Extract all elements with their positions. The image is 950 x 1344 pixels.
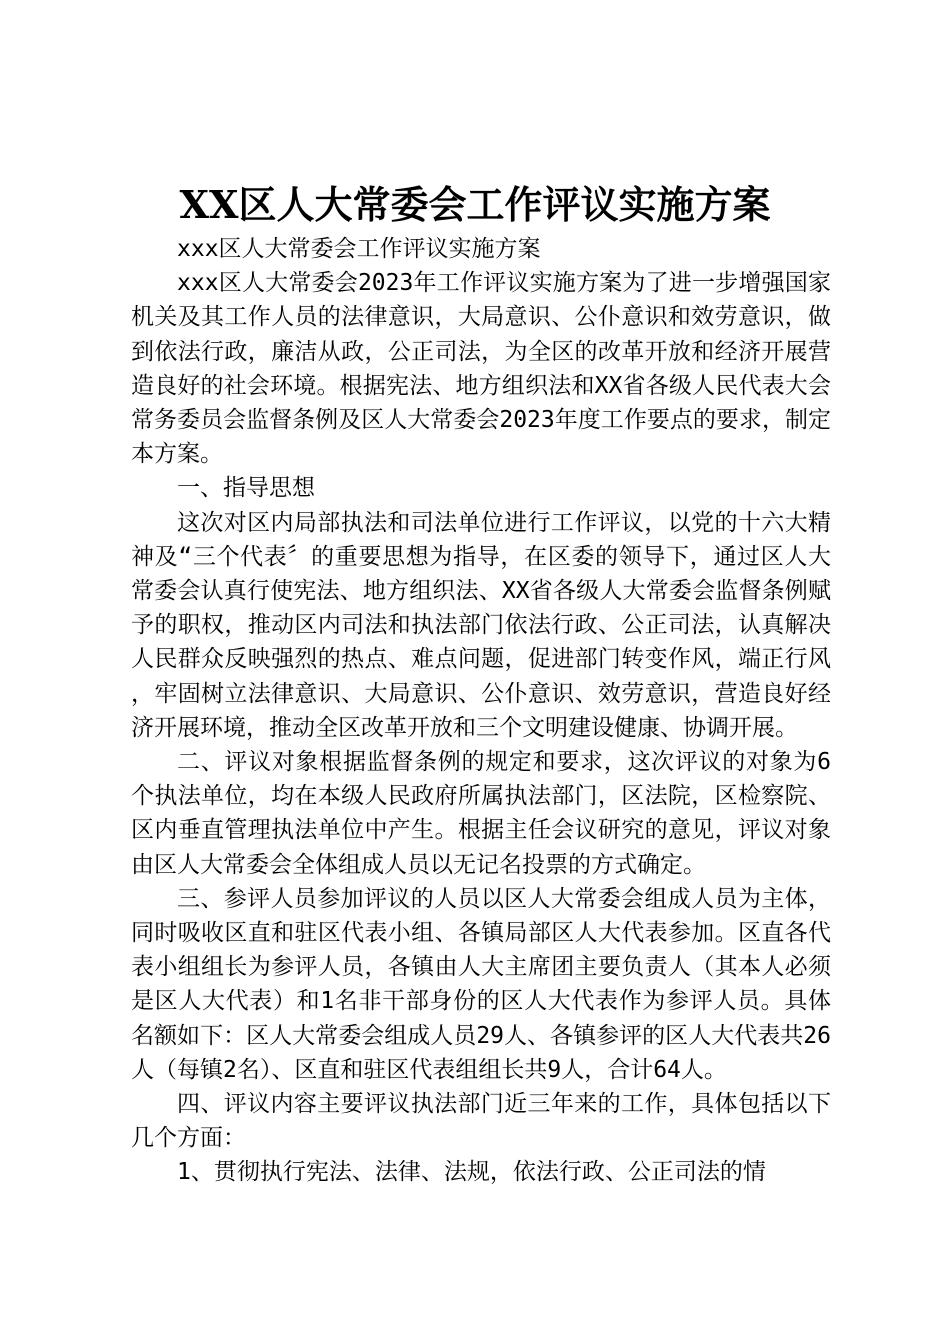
paragraph-participants: 三、参评人员参加评议的人员以区人大常委会组成人员为主体，同时吸收区直和驻区代表小组、各镇局部区人大代表参加。区直各代表小组组长为参评人员，各镇由人大主席团主要负责人（其本人必须是区人大代表）和1名非干部身份的区人大代表作为参评人员。具体名额如下：区人大常委会组成人员29人、各镇参评的区人大代表共26人（每镇2名）、区直和驻区代表组组长共9人，合计64人。 <box>131 885 831 1083</box>
document-body <box>131 232 831 1190</box>
paragraph-subtitle: xxx区人大常委会工作评议实施方案 <box>177 236 541 262</box>
paragraph-intro: xxx区人大常委会2023年工作评议实施方案为了进一步增强国家机关及其工作人员的法律意识，大局意识、公仆意识和效劳意识，做到依法行政，廉洁从政，公正司法，为全区的改革开放和经济开展营造良好的社会环境。根据宪法、地方组织法和XX省各级人民代表大会常务委员会监督条例及区人大常委会2023年度工作要点的要求，制定本方案。 <box>131 270 831 468</box>
paragraph-review-content: 四、评议内容主要评议执法部门近三年来的工作，具体包括以下几个方面： <box>131 1091 831 1152</box>
paragraph-item-1: 1、贯彻执行宪法、法律、法规，依法行政、公正司法的情 <box>177 1159 766 1186</box>
heading-guiding-ideology: 一、指导思想 <box>177 475 315 502</box>
paragraph-guiding-ideology: 这次对区内局部执法和司法单位进行工作评议，以党的十六大精神及“三个代表〞的重要思想为指导，在区委的领导下，通过区人大常委会认真行使宪法、地方组织法、XX省各级人大常委会监督条例赋予的职权，推动区内司法和执法部门依法行政、公正司法，认真解决人民群众反映强烈的热点、难点问题，促进部门转变作风，端正行风，牢固树立法律意识、大局意识、公仆意识、效劳意识，营造良好经济开展环境，推动全区改革开放和三个文明建设健康、协调开展。 <box>131 509 831 741</box>
document-title: XX区人大常委会工作评议实施方案 <box>179 182 771 227</box>
paragraph-review-targets: 二、评议对象根据监督条例的规定和要求，这次评议的对象为6个执法单位，均在本级人民政府所属执法部门，区法院，区检察院、区内垂直管理执法单位中产生。根据主任会议研究的意见，评议对象由区人大常委会全体组成人员以无记名投票的方式确定。 <box>131 749 831 878</box>
